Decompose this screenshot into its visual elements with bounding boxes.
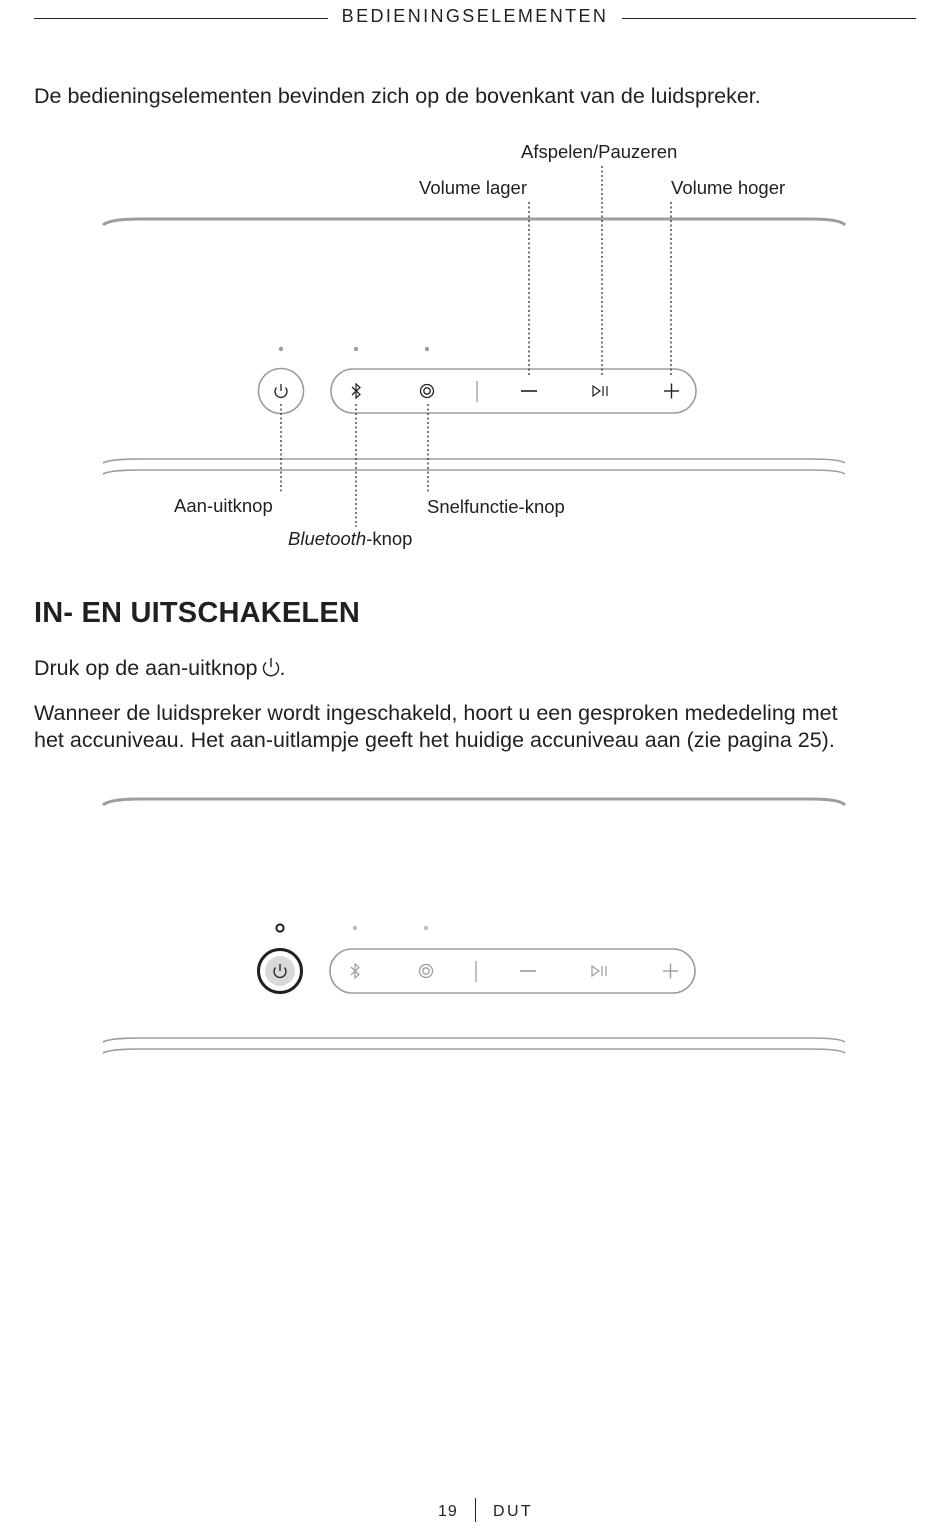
label-bluetooth-suffix: -knop: [366, 528, 413, 549]
control-bar: [330, 949, 695, 993]
control-bar: [331, 369, 696, 413]
speaker-front-edge-2: [103, 1049, 845, 1053]
section-heading: IN- EN UITSCHAKELEN: [34, 597, 361, 629]
speaker-top-edge: [103, 219, 845, 225]
instruction-period: .: [279, 656, 286, 680]
label-bluetooth: [288, 528, 412, 550]
instruction-text: [34, 655, 286, 684]
speaker-top-edge: [103, 799, 845, 805]
label-bluetooth-italic: Bluetooth: [288, 528, 367, 549]
power-light-on: [276, 924, 283, 931]
footer-separator: [475, 1498, 476, 1522]
instruction-label: Druk op de aan-uitknop: [34, 656, 258, 680]
shortcut-light: [425, 347, 429, 351]
label-play-pause: Afspelen/Pauzeren: [521, 141, 678, 162]
inline-power-icon: [262, 657, 280, 684]
paragraph-line-1: Wanneer de luidspreker wordt ingeschakeld, hoort u een gesproken mededeling met: [34, 701, 838, 725]
intro-text: De bedieningselementen bevinden zich op de bovenkant van de luidspreker.: [34, 84, 761, 108]
paragraph-line-2: het accuniveau. Het aan-uitlampje geeft het huidige accuniveau aan (zie pagina 25).: [34, 728, 835, 752]
speaker-front-edge-1: [103, 1038, 845, 1042]
bluetooth-light: [353, 926, 357, 930]
label-power: Aan-uitknop: [174, 495, 273, 516]
speaker-front-edge-1: [103, 459, 845, 463]
bluetooth-light: [354, 347, 358, 351]
header-rule-right: [622, 18, 916, 19]
shortcut-light: [424, 926, 428, 930]
speaker-front-edge-2: [103, 470, 845, 474]
label-volume-down: Volume lager: [419, 177, 527, 198]
page-number: 19: [438, 1503, 458, 1520]
label-shortcut: Snelfunctie-knop: [427, 496, 565, 517]
section-title: BEDIENINGSELEMENTEN: [341, 6, 609, 26]
language-code: DUT: [493, 1503, 534, 1520]
power-on-diagram: [0, 790, 950, 1060]
label-volume-up: Volume hoger: [671, 177, 786, 198]
power-light: [279, 347, 283, 351]
